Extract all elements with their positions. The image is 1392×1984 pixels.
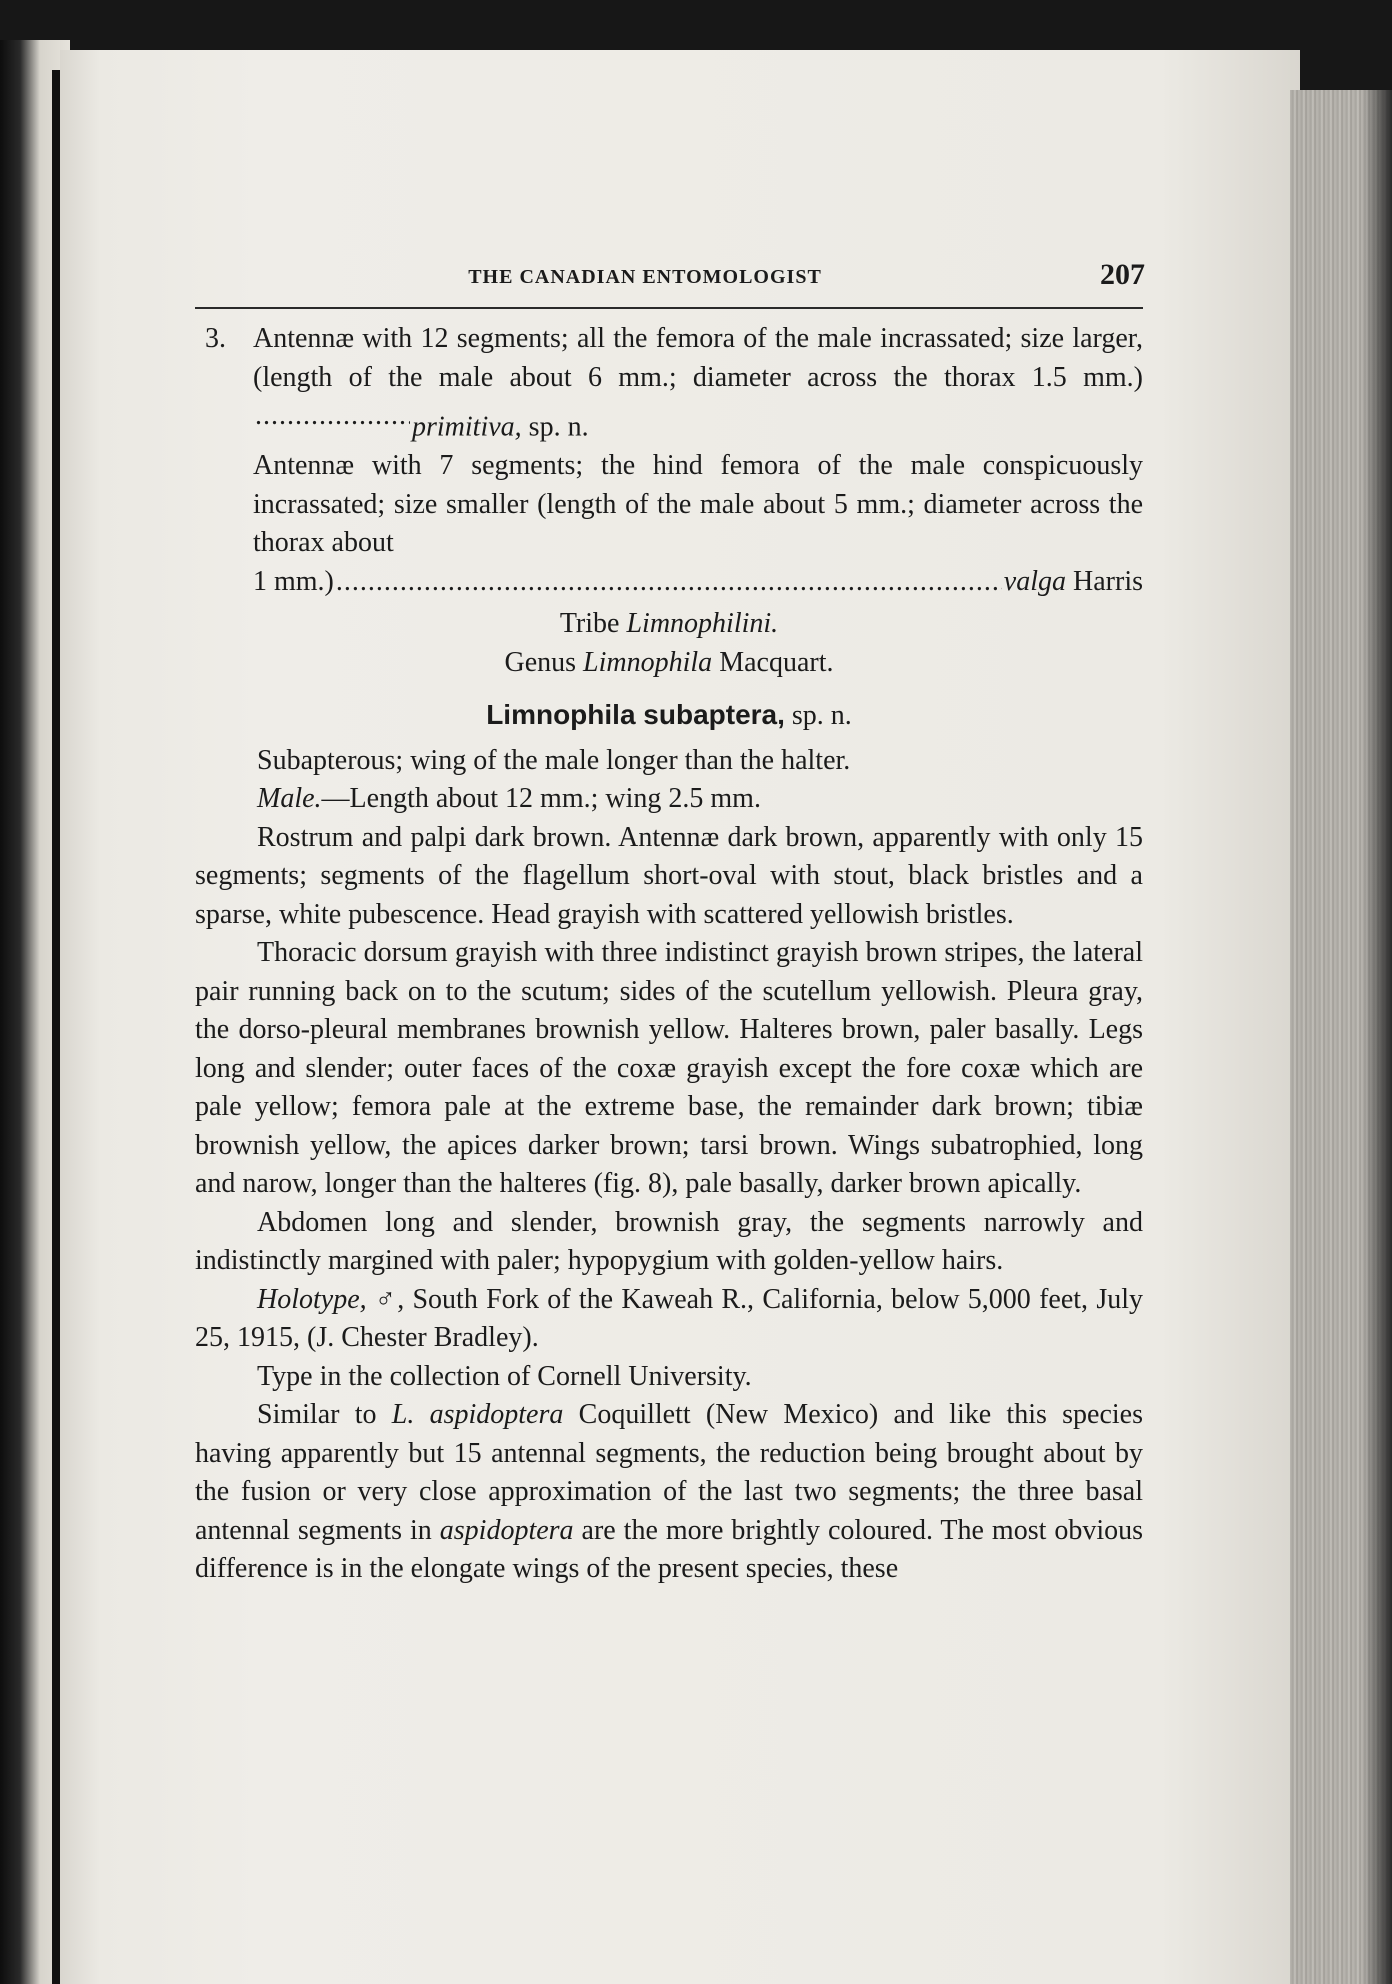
tribe-heading <box>195 605 1143 644</box>
page-body <box>195 320 1143 1589</box>
genus-name: Limnophila <box>583 646 713 678</box>
comparison-species-2: aspidoptera <box>439 1514 574 1546</box>
tribe-name: Limnophilini. <box>626 608 779 639</box>
comparison-text-b: Coquillett (New Mexico) and like this species having apparently but 15 antennal segments, the reduction being brought about by the fusion or very close approximation of the last two segments; the three basal antennal segments in <box>195 1399 1143 1546</box>
species-name: Limnophila subaptera, <box>486 699 785 730</box>
comparison-text-c: are the more brightly coloured. The most obvious difference is in the elongate wings of the present species, these <box>195 1514 1144 1584</box>
paragraph-abdomen <box>195 1204 1143 1281</box>
tribe-prefix: Tribe <box>559 608 620 639</box>
key-couplet-a-name: primitiva, <box>412 411 522 443</box>
paragraph-head-text: Rostrum and palpi dark brown. Antennæ dark brown, apparently with only 15 segments; segments of the flagellum short-oval with stout, black bristles and a sparse, white pubescence. Head grayish with scattered yellowish bristles. <box>195 821 1143 930</box>
header-rule <box>195 307 1143 309</box>
leader-dots <box>255 397 410 436</box>
key-couplet-b-last-line <box>195 563 1143 602</box>
page-stack-edge <box>1290 90 1392 1984</box>
paragraph-diagnosis <box>195 742 1143 781</box>
paragraph-type-collection <box>195 1358 1143 1397</box>
key-couplet-b-end: 1 mm.) <box>253 565 334 597</box>
paragraph-male <box>195 780 1143 819</box>
page-number: 207 <box>1100 258 1145 291</box>
key-couplet-b-text: Antennæ with 7 segments; the hind femora of the male conspicuously incrassated; size smaller (length of the male about 5 mm.; diameter across the thorax about <box>253 450 1143 558</box>
paragraph-head <box>195 819 1143 935</box>
paragraph-thorax <box>195 934 1143 1204</box>
holotype-text: ♂, South Fork of the Kaweah R., California, below 5,000 feet, July 25, 1915, (J. Chester Bradley). <box>195 1283 1143 1353</box>
paragraph-thorax-text: Thoracic dorsum grayish with three indistinct grayish brown stripes, the lateral pair running back on to the scutum; sides of the scutellum yellowish. Pleura gray, the dorso-pleural membranes brownish yellow. Halteres brown, paler basally. Legs long and slender; outer faces of the coxæ grayish except the fore coxæ which are pale yellow; femora pale at the extreme base, the remainder dark brown; tibiæ brownish yellow, the apices darker brown; tarsi brown. Wings subatrophied, long and narow, longer than the halteres (fig. 8), pale basally, darker brown apically. <box>195 937 1143 1199</box>
male-label: Male. <box>257 783 322 814</box>
key-couplet-b <box>195 447 1143 563</box>
key-couplet-a <box>195 320 1143 447</box>
binding-shadow <box>52 70 60 1984</box>
type-collection-text: Type in the collection of Cornell University. <box>257 1360 752 1392</box>
holotype-label: Holotype, <box>257 1283 367 1315</box>
leader-dots <box>336 563 1002 602</box>
genus-author: Macquart. <box>719 646 834 678</box>
paragraph-comparison <box>195 1396 1143 1589</box>
comparison-species-1: L. aspidoptera <box>391 1399 564 1430</box>
key-couplet-a-suffix: sp. n. <box>528 411 589 443</box>
key-couplet-b-name: valga <box>1003 565 1067 597</box>
genus-heading <box>195 644 1143 683</box>
paragraph-holotype <box>195 1281 1143 1358</box>
male-text: —Length about 12 mm.; wing 2.5 mm. <box>321 783 761 814</box>
journal-title: THE CANADIAN ENTOMOLOGIST <box>468 266 822 288</box>
key-couplet-a-text: Antennæ with 12 segments; all the femora of the male incrassated; size larger, (length of the male about 6 mm.; diameter across the thorax 1.5 mm.) <box>253 323 1143 393</box>
species-heading <box>195 696 1143 736</box>
genus-prefix: Genus <box>504 646 577 678</box>
paragraph-abdomen-text: Abdomen long and slender, brownish gray, the segments narrowly and indistinctly margined with paler; hypopygium with golden-yellow hairs. <box>195 1206 1143 1276</box>
species-suffix: sp. n. <box>791 700 852 731</box>
comparison-text-a: Similar to <box>257 1399 377 1430</box>
paragraph-diagnosis-text: Subapterous; wing of the male longer than the halter. <box>257 744 851 776</box>
running-head <box>195 258 1145 302</box>
key-couplet-b-author: Harris <box>1073 565 1143 597</box>
key-number: 3. <box>205 323 226 354</box>
